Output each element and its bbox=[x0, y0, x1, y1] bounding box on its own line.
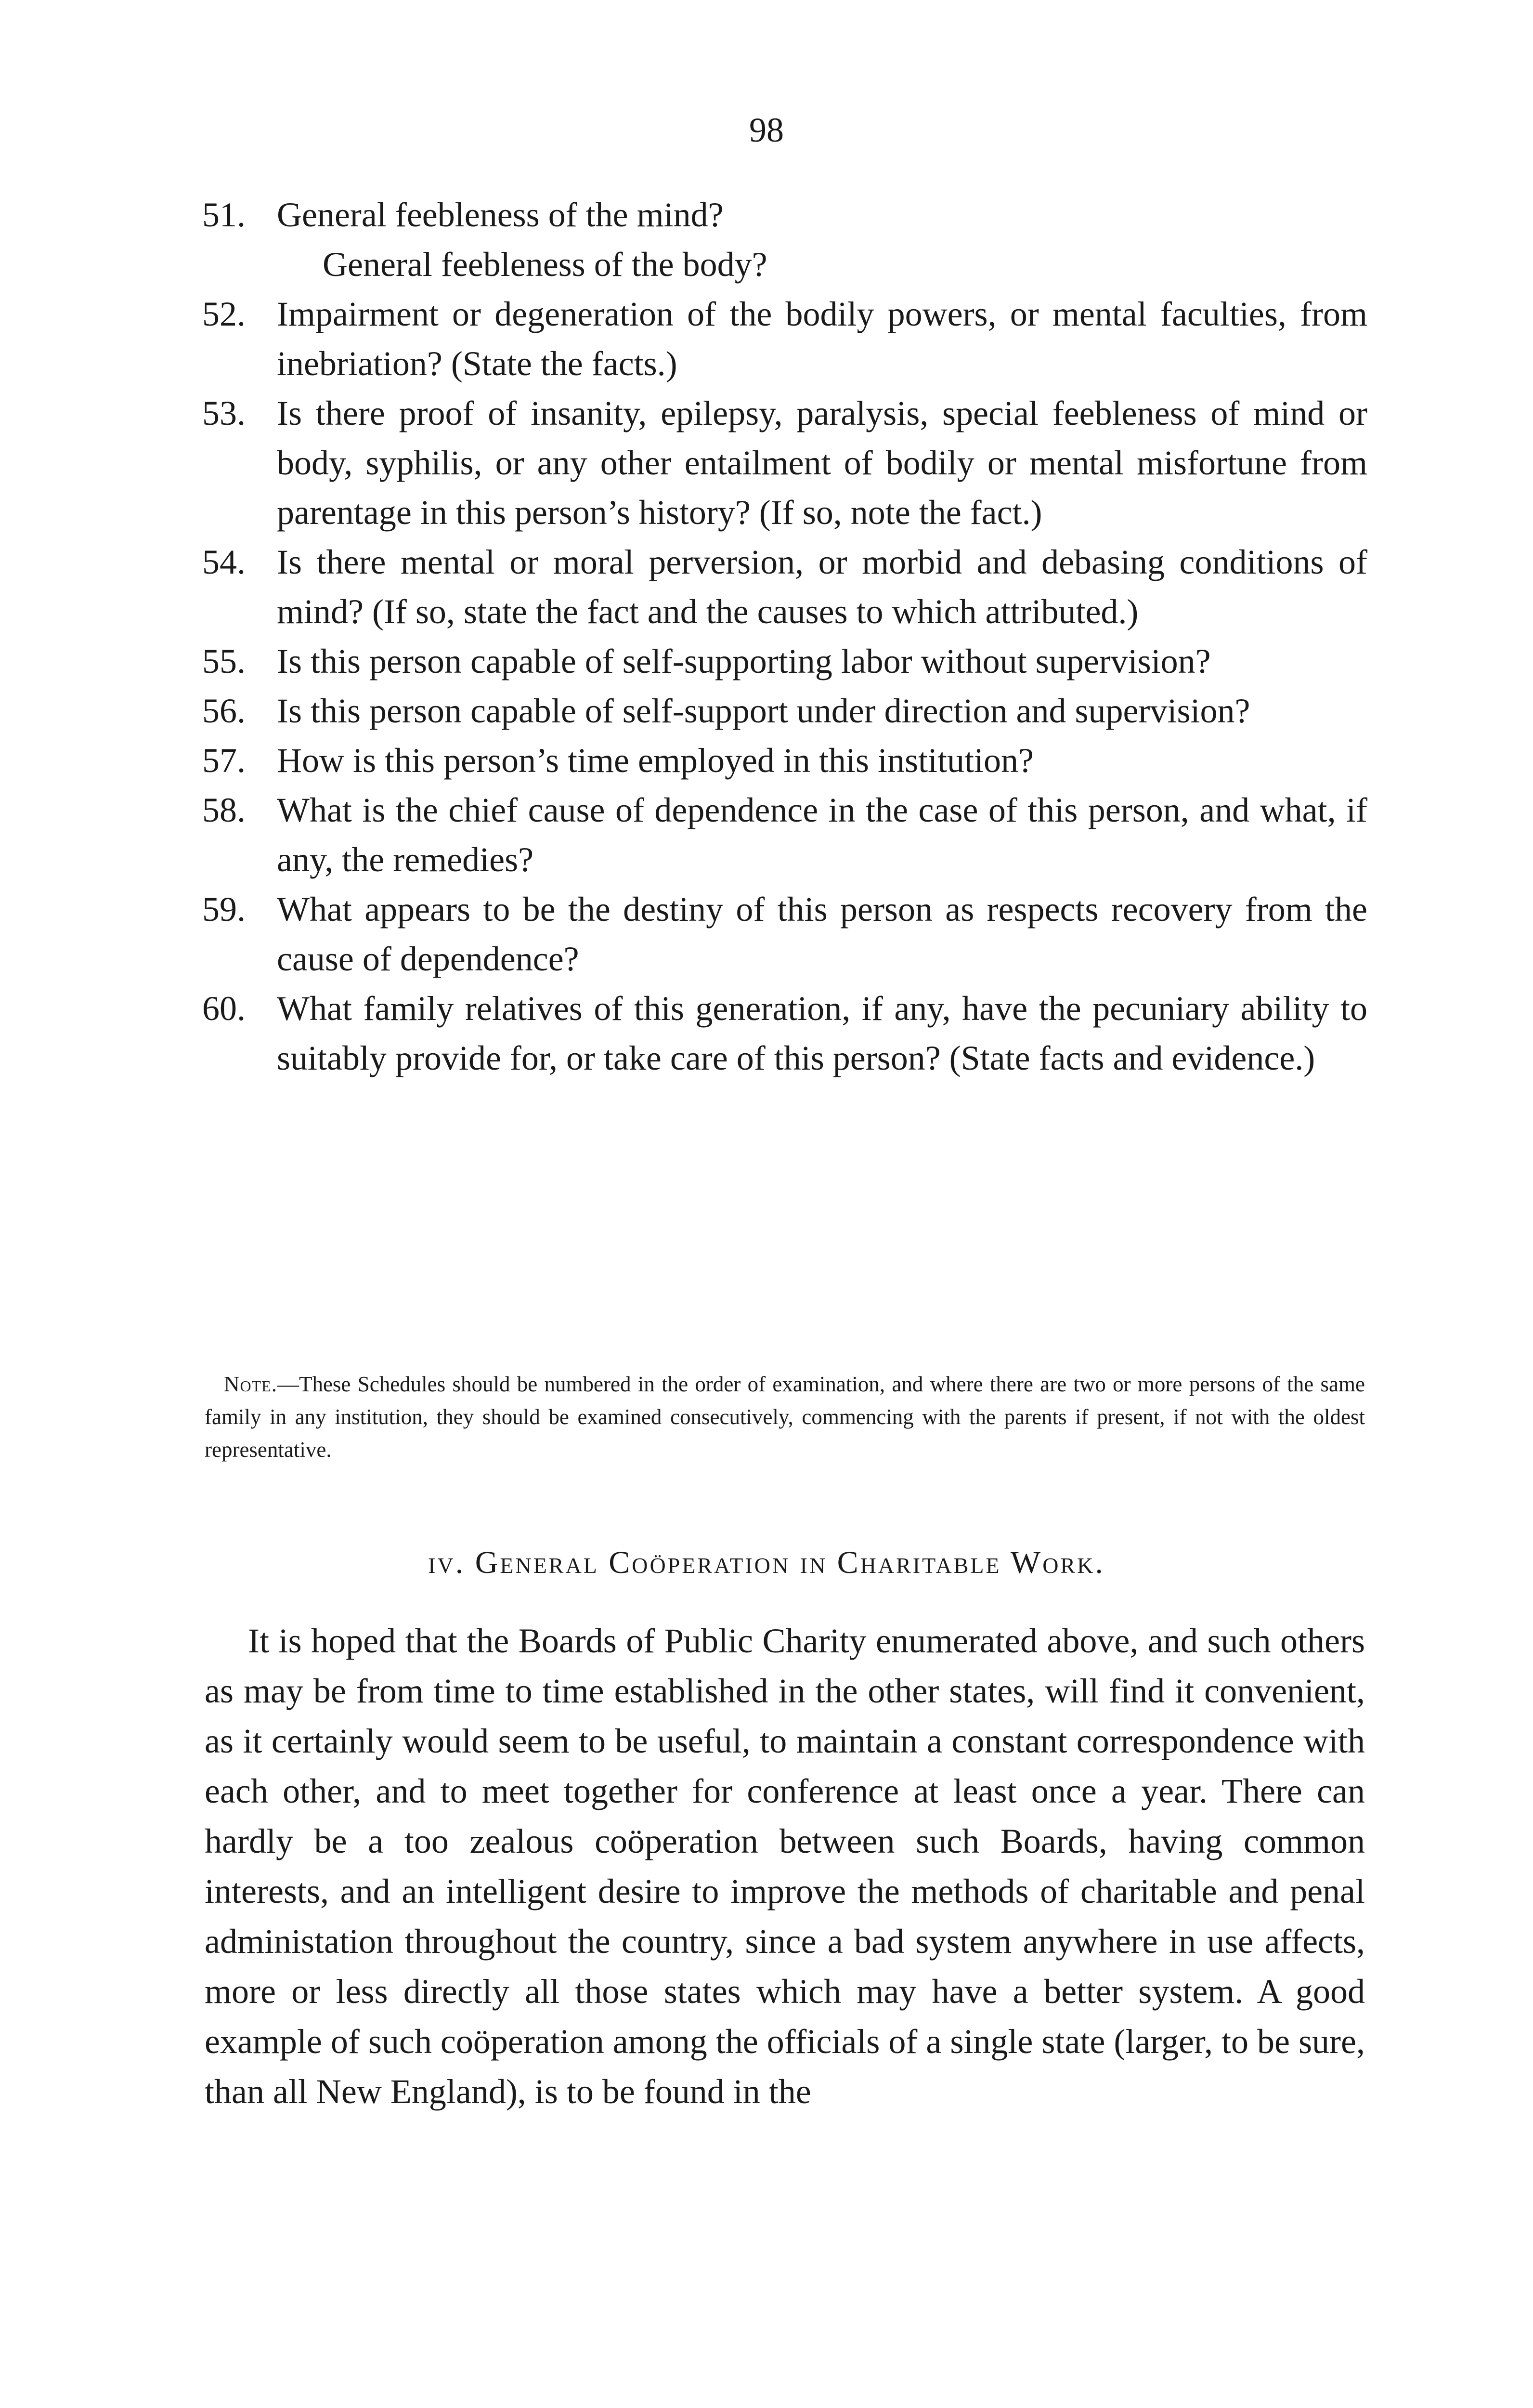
question-text: What appears to be the destiny of this person as respects recovery from the cause of dependence? bbox=[277, 890, 1367, 978]
question-item bbox=[202, 289, 1367, 389]
question-text: Is there mental or moral perversion, or morbid and debasing conditions of mind? (If so, state the fact and the causes to which attributed.) bbox=[277, 543, 1367, 631]
question-item bbox=[202, 389, 1367, 537]
question-text: What is the chief cause of dependence in the case of this person, and what, if any, the remedies? bbox=[277, 791, 1367, 879]
question-number: 57. bbox=[202, 741, 246, 780]
schedule-note bbox=[205, 1368, 1365, 1466]
note-label: Note. bbox=[224, 1372, 277, 1396]
question-text: Impairment or degeneration of the bodily powers, or mental faculties, from inebriation? (State the facts.) bbox=[277, 295, 1367, 383]
question-item bbox=[202, 637, 1367, 686]
question-text: General feebleness of the mind? bbox=[277, 196, 724, 234]
question-number: 59. bbox=[202, 890, 246, 929]
question-text: What family relatives of this generation, if any, have the pecuniary ability to suitably provide for, or take care of this person? (State facts and evidence.) bbox=[277, 989, 1367, 1077]
question-number: 53. bbox=[202, 394, 246, 432]
question-number: 55. bbox=[202, 642, 246, 681]
page-number: 98 bbox=[749, 111, 784, 149]
question-number: 56. bbox=[202, 692, 246, 730]
question-item bbox=[202, 736, 1367, 785]
note-text: —These Schedules should be numbered in the order of examination, and where there are two or more persons of the same family in any institution, they should be examined consecutively, commencing with the parents if present, if not with the oldest representative. bbox=[205, 1372, 1365, 1462]
section-paragraph: It is hoped that the Boards of Public Charity enumerated above, and such others as may be from time to time established in the other states, will find it convenient, as it certainly would seem to be useful, to maintain a constant correspondence with each other, and to meet together for conference at least once a year. There can hardly be a too zealous coöperation between such Boards, having common interests, and an intelligent desire to improve the methods of charitable and penal administation throughout the country, since a bad system anywhere in use affects, more or less directly all those states which may have a better system. A good example of such coöperation among the officials of a single state (larger, to be sure, than all New England), is to be found in the bbox=[205, 1622, 1365, 2111]
section-heading: iv. General Coöperation in Charitable Work. bbox=[428, 1545, 1105, 1580]
question-item bbox=[202, 686, 1367, 736]
question-number: 51. bbox=[202, 196, 246, 234]
question-text: How is this person’s time employed in this institution? bbox=[277, 741, 1034, 780]
question-item bbox=[202, 984, 1367, 1083]
question-item bbox=[202, 885, 1367, 984]
question-text: Is there proof of insanity, epilepsy, paralysis, special feebleness of mind or body, syphilis, or any other entailment of bodily or mental misfortune from parentage in this person’s history? (If so, note the fact.) bbox=[277, 394, 1367, 532]
question-list bbox=[202, 190, 1367, 1083]
question-item bbox=[202, 537, 1367, 637]
question-item bbox=[202, 785, 1367, 885]
question-number: 58. bbox=[202, 791, 246, 829]
question-text: Is this person capable of self-support under direction and supervision? bbox=[277, 692, 1250, 730]
question-item bbox=[202, 190, 1367, 289]
question-number: 60. bbox=[202, 989, 246, 1028]
question-text-continued: General feebleness of the body? bbox=[323, 245, 767, 284]
question-number: 54. bbox=[202, 543, 246, 581]
question-text: Is this person capable of self-supporting labor without supervision? bbox=[277, 642, 1211, 681]
question-number: 52. bbox=[202, 295, 246, 333]
